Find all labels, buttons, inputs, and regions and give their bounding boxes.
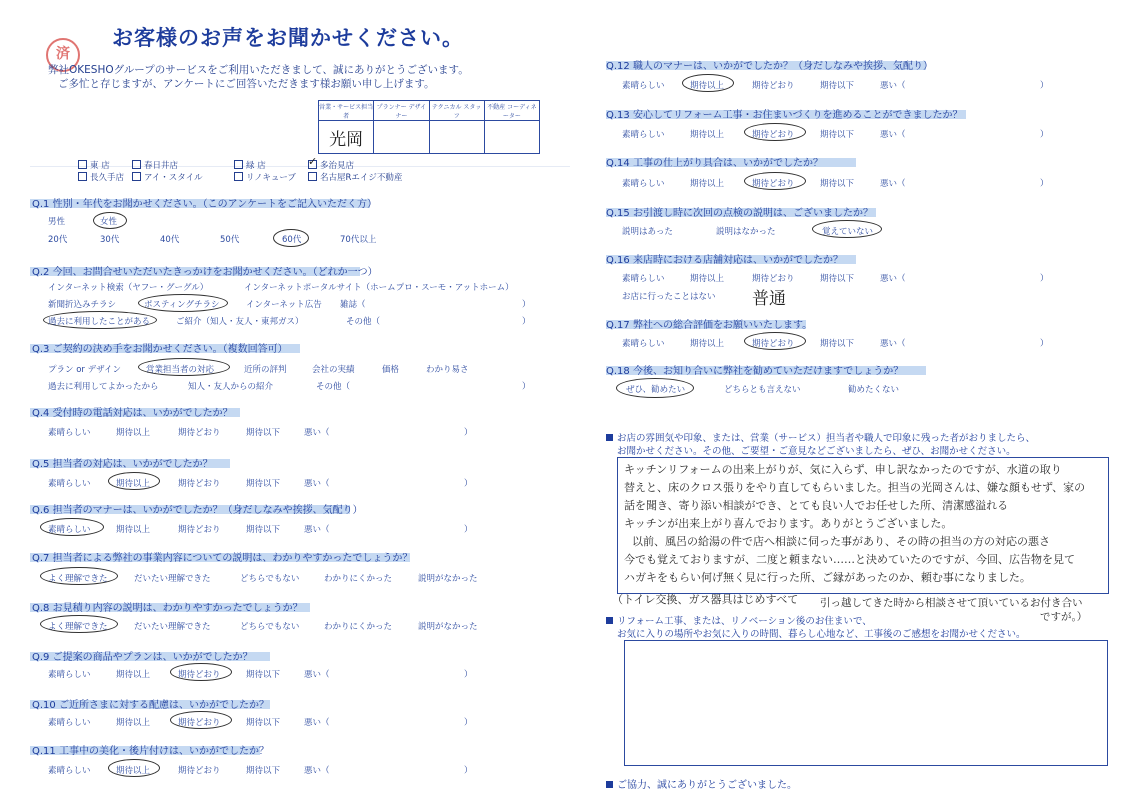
q5-above-circle <box>108 472 160 490</box>
q11-above-circle <box>108 759 160 777</box>
q2-posting-circle <box>138 294 228 312</box>
comment-line-1: キッチンリフォームの出来上がりが、気に入らず、申し訳なかったのですが、水道の取り <box>624 463 1062 476</box>
comments2-label-line2: お気に入りの場所やお気に入りの時間、暮らし心地など、工事後のご感想をお聞かせください。 <box>617 629 1026 640</box>
q6-option-excellent[interactable]: 素晴らしい <box>48 525 91 535</box>
comment-line-9: 引っ越してきた時から相談させて頂いているお付き合い <box>820 597 1083 609</box>
q14-bad-close: ） <box>1040 179 1049 189</box>
q18-option-recommend[interactable]: ぜひ、勧めたい <box>626 385 686 395</box>
q3-option-friend-referral[interactable]: 知人・友人からの紹介 <box>188 382 274 392</box>
q2-option-newspaper[interactable]: 新聞折込みチラシ <box>48 300 117 310</box>
question-1: Q.1 性別・年代をお聞かせください。（このアンケートをご記入いただく方） <box>32 199 377 210</box>
q8-option-none[interactable]: 説明がなかった <box>418 622 478 632</box>
q11-option-as-expected[interactable]: 期待どおり <box>178 766 221 776</box>
question-4: Q.4 受付時の電話対応は、いかがでしたか？ <box>32 408 233 419</box>
store-checkbox-renocube[interactable]: リノキューブ <box>234 171 296 183</box>
store-checkbox-kasugai[interactable]: 春日井店 <box>132 159 178 171</box>
q12-option-as-expected[interactable]: 期待どおり <box>752 81 795 91</box>
question-3: Q.3 ご契約の決め手をお聞かせください。（複数回答可） <box>32 344 288 355</box>
q4-option-excellent[interactable]: 素晴らしい <box>48 428 91 438</box>
q9-option-excellent[interactable]: 素晴らしい <box>48 670 91 680</box>
q13-bad-close: ） <box>1040 130 1049 140</box>
staff-value-realestate[interactable] <box>484 121 539 154</box>
q8-option-unclear[interactable]: わかりにくかった <box>324 622 393 632</box>
q13-asexpected-circle <box>744 123 806 141</box>
q18-option-not-recommend[interactable]: 勧めたくない <box>848 385 900 395</box>
q2-option-other[interactable]: その他（ <box>346 317 381 327</box>
q11-bad-close: ） <box>464 766 473 776</box>
q6-bad-close: ） <box>464 525 473 535</box>
q5-option-above[interactable]: 期待以上 <box>116 479 151 489</box>
question-10: Q.10 ご近所さまに対する配慮は、いかがでしたか？ <box>32 700 269 711</box>
q10-option-above[interactable]: 期待以上 <box>116 718 151 728</box>
q3-option-reputation[interactable]: 近所の評判 <box>244 365 287 375</box>
q5-option-as-expected[interactable]: 期待どおり <box>178 479 221 489</box>
q17-option-above[interactable]: 期待以上 <box>690 339 725 349</box>
q2-magazine-close: ） <box>522 300 531 310</box>
question-18: Q.18 今後、お知り合いに弊社を勧めていただけますでしょうか？ <box>606 366 904 377</box>
comments1-label-line2: お聞かせください。その他、ご要望・ご意見などございましたら、ぜひ、お聞かせください。 <box>617 446 1016 457</box>
q3-option-other[interactable]: その他（ <box>316 382 351 392</box>
q12-option-bad[interactable]: 悪い（ <box>880 81 906 91</box>
q2-pastuse-circle <box>43 311 157 329</box>
question-7: Q.7 担当者による弊社の事業内容についての説明は、わかりやすかったでしょうか？ <box>32 553 413 564</box>
q6-option-bad[interactable]: 悪い（ <box>304 525 330 535</box>
comment-line-3: 話を聞き、寄り添い相談ができ、とても良い人でお任せした所、清潔感溢れる <box>624 499 1009 512</box>
q2-option-web-ad[interactable]: インターネット広告 <box>246 300 322 310</box>
q2-option-past-use[interactable]: 過去に利用したことがある <box>48 317 151 327</box>
q9-option-below[interactable]: 期待以下 <box>246 670 281 680</box>
question-16: Q.16 来店時における店舗対応は、いかがでしたか？ <box>606 255 843 266</box>
staff-value-planner[interactable] <box>374 121 429 154</box>
q16-option-above[interactable]: 期待以上 <box>690 274 725 284</box>
q6-option-above[interactable]: 期待以上 <box>116 525 151 535</box>
q17-option-as-expected[interactable]: 期待どおり <box>752 339 795 349</box>
q10-option-as-expected[interactable]: 期待どおり <box>178 718 221 728</box>
q10-option-bad[interactable]: 悪い（ <box>304 718 330 728</box>
q16-handwritten-note: 普通 <box>752 289 786 309</box>
q4-option-above[interactable]: 期待以上 <box>116 428 151 438</box>
q12-option-excellent[interactable]: 素晴らしい <box>622 81 665 91</box>
q12-option-above[interactable]: 期待以上 <box>690 81 725 91</box>
q8-understood-circle <box>40 615 118 633</box>
staff-header-planner: プランナー デザイナー <box>374 101 429 121</box>
q2-option-search[interactable]: インターネット検索（ヤフー・グーグル） <box>48 283 209 293</box>
store-checkbox-nagoya-r-age[interactable]: 名古屋Rエイジ不動産 <box>308 171 402 183</box>
q12-bad-close: ） <box>1040 81 1049 91</box>
company-stamp: 済 <box>46 38 80 72</box>
question-6: Q.6 担当者のマナーは、いかがでしたか？（身だしなみや挨拶、気配り） <box>32 505 363 516</box>
q14-option-below[interactable]: 期待以下 <box>820 179 855 189</box>
comment-line-4: キッチンが出来上がり喜んでおります。ありがとうございました。 <box>624 517 953 530</box>
q9-option-bad[interactable]: 悪い（ <box>304 670 330 680</box>
q3-option-past-good[interactable]: 過去に利用してよかったから <box>48 382 159 392</box>
q17-option-below[interactable]: 期待以下 <box>820 339 855 349</box>
q13-option-as-expected[interactable]: 期待どおり <box>752 130 795 140</box>
q6-option-below[interactable]: 期待以下 <box>246 525 281 535</box>
staff-header-technical: テクニカル スタッフ <box>429 101 484 121</box>
q14-option-excellent[interactable]: 素晴らしい <box>622 179 665 189</box>
q13-option-bad[interactable]: 悪い（ <box>880 130 906 140</box>
q10-bad-close: ） <box>464 718 473 728</box>
q3-option-sales-staff[interactable]: 営業担当者の対応 <box>146 365 215 375</box>
q7-option-understood[interactable]: よく理解できた <box>48 574 108 584</box>
q17-option-excellent[interactable]: 素晴らしい <box>622 339 665 349</box>
q17-bad-close: ） <box>1040 339 1049 349</box>
q4-option-as-expected[interactable]: 期待どおり <box>178 428 221 438</box>
store-checkbox-higashi[interactable]: 東 店 <box>78 159 110 171</box>
q4-bad-close: ） <box>464 428 473 438</box>
q3-option-plan[interactable]: プラン or デザイン <box>48 365 122 375</box>
comments1-label-line1: お店の雰囲気や印象、または、営業（サービス）担当者や職人で印象に残った者がおりましたら、 <box>606 430 1035 444</box>
q14-asexpected-circle <box>744 172 806 190</box>
comments2-box[interactable] <box>624 640 1108 766</box>
q1-option-male[interactable]: 男性 <box>48 217 66 227</box>
q9-option-as-expected[interactable]: 期待どおり <box>178 670 221 680</box>
q6-excellent-circle <box>40 518 104 536</box>
comment-line-6: 今でも覚えておりますが、二度と頼まない……と決めていたのですが、今回、広告物を見て <box>624 553 1075 566</box>
q5-option-bad[interactable]: 悪い（ <box>304 479 330 489</box>
q5-bad-close: ） <box>464 479 473 489</box>
q7-option-unclear[interactable]: わかりにくかった <box>324 574 393 584</box>
q1-age-30[interactable]: 30代 <box>100 235 120 245</box>
comment-line-5: 以前、風呂の給湯の件で店へ相談に伺った事があり、その時の担当の方の対応の悪さ <box>632 535 1050 548</box>
q15-option-explained[interactable]: 説明はあった <box>622 227 673 237</box>
q7-option-neutral[interactable]: どちらでもない <box>240 574 300 584</box>
staff-value-sales[interactable]: 光岡 <box>319 121 374 154</box>
comment-line-8: （トイレ交換、ガス器具はじめすべて <box>612 593 799 606</box>
q12-above-circle <box>682 74 734 92</box>
q3-option-track-record[interactable]: 会社の実績 <box>312 365 355 375</box>
q18-recommend-circle <box>616 378 694 398</box>
comment-line-7: ハガキをもらい何げ無く見に行った所、ご縁があったのか、頼む事になりました。 <box>624 571 1031 584</box>
question-17: Q.17 弊社への総合評価をお願いいたします。 <box>606 320 813 331</box>
q10-option-below[interactable]: 期待以下 <box>246 718 281 728</box>
question-14: Q.14 工事の仕上がり具合は、いかがでしたか？ <box>606 158 823 169</box>
q5-option-excellent[interactable]: 素晴らしい <box>48 479 91 489</box>
q17-asexpected-circle <box>744 332 806 350</box>
page-title: お客様のお声をお聞かせください。 <box>112 26 464 50</box>
q14-option-above[interactable]: 期待以上 <box>690 179 725 189</box>
q10-option-excellent[interactable]: 素晴らしい <box>48 718 91 728</box>
q11-option-below[interactable]: 期待以下 <box>246 766 281 776</box>
q5-option-below[interactable]: 期待以下 <box>246 479 281 489</box>
q2-option-magazine[interactable]: 雑誌（ <box>340 300 366 310</box>
q9-asexpected-circle <box>170 663 232 681</box>
q2-option-referral[interactable]: ご紹介（知人・友人・東邦ガス） <box>176 317 304 327</box>
q1-age-70plus[interactable]: 70代以上 <box>340 235 377 245</box>
q8-option-understood[interactable]: よく理解できた <box>48 622 108 632</box>
q4-option-below[interactable]: 期待以下 <box>246 428 281 438</box>
q3-salesstaff-circle <box>138 358 230 376</box>
q1-age-20[interactable]: 20代 <box>48 235 68 245</box>
intro-line-2: ご多忙と存じますが、アンケートにご回答いただきます様お願い申し上げます。 <box>58 78 435 90</box>
q6-option-as-expected[interactable]: 期待どおり <box>178 525 221 535</box>
q11-option-excellent[interactable]: 素晴らしい <box>48 766 91 776</box>
q15-option-not-explained[interactable]: 説明はなかった <box>716 227 776 237</box>
store-checkbox-istyle[interactable]: アイ・スタイル <box>132 171 203 183</box>
q16-option-excellent[interactable]: 素晴らしい <box>622 274 665 284</box>
q7-option-mostly[interactable]: だいたい理解できた <box>134 574 211 584</box>
q2-other-close: ） <box>522 317 531 327</box>
q16-option-as-expected[interactable]: 期待どおり <box>752 274 795 284</box>
q1-age-40[interactable]: 40代 <box>160 235 180 245</box>
q1-female-circle <box>93 212 127 229</box>
q16-option-below[interactable]: 期待以下 <box>820 274 855 284</box>
q4-option-bad[interactable]: 悪い（ <box>304 428 330 438</box>
q1-age60-circle <box>273 229 309 247</box>
question-8: Q.8 お見積り内容の説明は、わかりやすかったでしょうか？ <box>32 603 303 614</box>
q15-option-dont-remember[interactable]: 覚えていない <box>822 227 874 237</box>
q12-option-below[interactable]: 期待以下 <box>820 81 855 91</box>
comment-line-2: 替えと、床のクロス張りをやり直してもらいました。担当の光岡さんは、嫌な顔もせず、家の <box>624 481 1086 494</box>
intro-line-1: 弊社OKESHOグループのサービスをご利用いただきまして、誠にありがとうございます。 <box>48 64 469 76</box>
question-15: Q.15 お引渡し時に次回の点検の説明は、ございましたか？ <box>606 208 873 219</box>
store-checkbox-tajimi[interactable]: ✓ 多治見店 <box>308 155 355 171</box>
staff-value-technical[interactable] <box>429 121 484 154</box>
q11-option-above[interactable]: 期待以上 <box>116 766 151 776</box>
q13-option-above[interactable]: 期待以上 <box>690 130 725 140</box>
q8-option-neutral[interactable]: どちらでもない <box>240 622 300 632</box>
q18-option-neutral[interactable]: どちらとも言えない <box>724 385 801 395</box>
q16-option-bad[interactable]: 悪い（ <box>880 274 906 284</box>
q2-option-posting[interactable]: ポスティングチラシ <box>144 300 220 310</box>
store-checkbox-midori[interactable]: 緑 店 <box>234 159 266 171</box>
staff-header-realestate: 不動産 コーディネーター <box>484 101 539 121</box>
question-11: Q.11 工事中の美化・後片付けは、いかがでしたか？ <box>32 746 269 757</box>
q16-bad-close: ） <box>1040 274 1049 284</box>
q3-option-price[interactable]: 価格 <box>382 365 400 375</box>
footer-thanks: ご協力、誠にありがとうございました。 <box>606 776 797 791</box>
staff-table <box>318 100 540 154</box>
store-checkbox-nagakute[interactable]: 長久手店 <box>78 171 124 183</box>
q3-option-clarity[interactable]: わかり易さ <box>426 365 469 375</box>
question-9: Q.9 ご提案の商品やプランは、いかがでしたか？ <box>32 652 253 663</box>
q3-other-close: ） <box>522 382 531 392</box>
q2-option-portal[interactable]: インターネットポータルサイト（ホームプロ・スーモ・アットホーム） <box>244 283 514 293</box>
q10-asexpected-circle <box>170 711 232 729</box>
q14-option-bad[interactable]: 悪い（ <box>880 179 906 189</box>
comments2-label-line1: リフォーム工事、または、リノベーション後のお住まいで、 <box>606 613 872 627</box>
comment-line-10: ですが。） <box>1040 611 1088 623</box>
q9-option-above[interactable]: 期待以上 <box>116 670 151 680</box>
q1-age-60[interactable]: 60代 <box>282 235 302 245</box>
q13-option-excellent[interactable]: 素晴らしい <box>622 130 665 140</box>
q7-understood-circle <box>40 567 118 585</box>
q11-option-bad[interactable]: 悪い（ <box>304 766 330 776</box>
question-13: Q.13 安心してリフォーム工事・お住まいづくりを進めることができましたか？ <box>606 110 963 121</box>
q1-age-50[interactable]: 50代 <box>220 235 240 245</box>
q14-option-as-expected[interactable]: 期待どおり <box>752 179 795 189</box>
q13-option-below[interactable]: 期待以下 <box>820 130 855 140</box>
q17-option-bad[interactable]: 悪い（ <box>880 339 906 349</box>
q16-option-never-visited[interactable]: お店に行ったことはない <box>622 292 716 302</box>
question-2: Q.2 今回、お問合せいただいたきっかけをお聞かせください。（どれか一つ） <box>32 267 378 278</box>
q9-bad-close: ） <box>464 670 473 680</box>
staff-header-sales: 営業・サービス担当者 <box>319 101 374 121</box>
q15-dontremember-circle <box>812 220 882 238</box>
q8-option-mostly[interactable]: だいたい理解できた <box>134 622 211 632</box>
question-5: Q.5 担当者の対応は、いかがでしたか？ <box>32 459 213 470</box>
question-12: Q.12 職人のマナーは、いかがでしたか？（身だしなみや挨拶、気配り） <box>606 61 933 72</box>
q7-option-none[interactable]: 説明がなかった <box>418 574 478 584</box>
q1-option-female[interactable]: 女性 <box>100 217 118 227</box>
